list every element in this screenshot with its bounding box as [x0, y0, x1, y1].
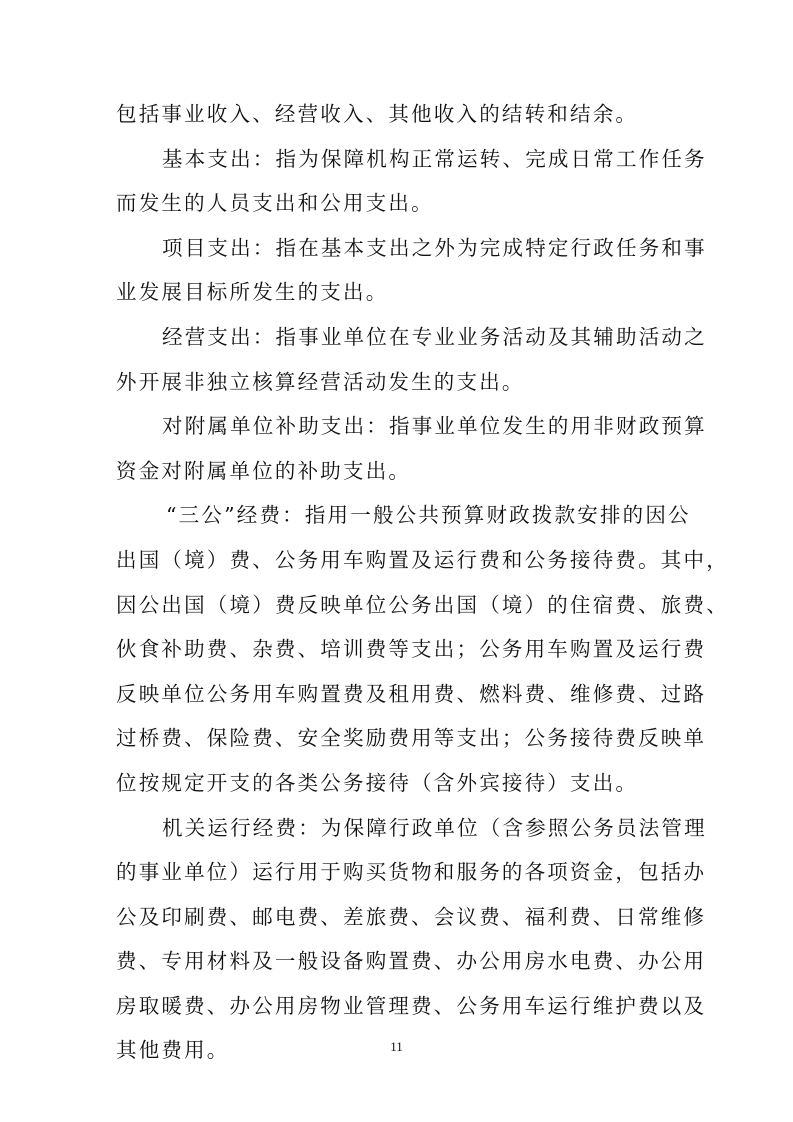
text-line-12: 因公出国（境）费反映单位公务出国（境）的住宿费、旅费、 [116, 592, 729, 617]
body-text [116, 92, 729, 1073]
text-line-15: 过桥费、保险费、安全奖励费用等支出；公务接待费反映单 [116, 726, 707, 751]
text-line-16: 位按规定开支的各类公务接待（含外宾接待）支出。 [116, 770, 639, 795]
text-line-22: 其他费用。 [116, 1038, 230, 1063]
text-line-18: 的事业单位）运行用于购买货物和服务的各项资金，包括办 [116, 860, 707, 885]
text-line-3: 而发生的人员支出和公用支出。 [116, 191, 434, 216]
page-number: 11 [390, 1039, 403, 1054]
text-line-9: 资金对附属单位的补助支出。 [116, 458, 412, 483]
text-line-21: 房取暖费、办公用房物业管理费、公务用车运行维护费以及 [116, 993, 707, 1018]
text-line-2: 基本支出：指为保障机构正常运转、完成日常工作任务 [162, 146, 707, 171]
text-line-8: 对附属单位补助支出：指事业单位发生的用非财政预算 [162, 414, 707, 439]
text-line-13: 伙食补助费、杂费、培训费等支出；公务用车购置及运行费 [116, 637, 707, 662]
text-line-6: 经营支出：指事业单位在专业业务活动及其辅助活动之 [162, 324, 707, 349]
text-line-4: 项目支出：指在基本支出之外为完成特定行政任务和事 [162, 235, 707, 260]
text-line-7: 外开展非独立核算经营活动发生的支出。 [116, 369, 525, 394]
text-line-1: 包括事业收入、经营收入、其他收入的结转和结余。 [116, 102, 639, 126]
text-line-10: “三公”经费：指用一般公共预算财政拨款安排的因公 [166, 503, 691, 528]
text-line-11: 出国（境）费、公务用车购置及运行费和公务接待费。其中， [116, 547, 729, 572]
text-line-20: 费、专用材料及一般设备购置费、办公用房水电费、办公用 [116, 949, 707, 974]
text-line-5: 业发展目标所发生的支出。 [116, 280, 389, 305]
text-line-19: 公及印刷费、邮电费、差旅费、会议费、福利费、日常维修 [116, 904, 707, 929]
text-line-14: 反映单位公务用车购置费及租用费、燃料费、维修费、过路 [116, 681, 707, 706]
text-line-17: 机关运行经费：为保障行政单位（含参照公务员法管理 [162, 815, 707, 840]
